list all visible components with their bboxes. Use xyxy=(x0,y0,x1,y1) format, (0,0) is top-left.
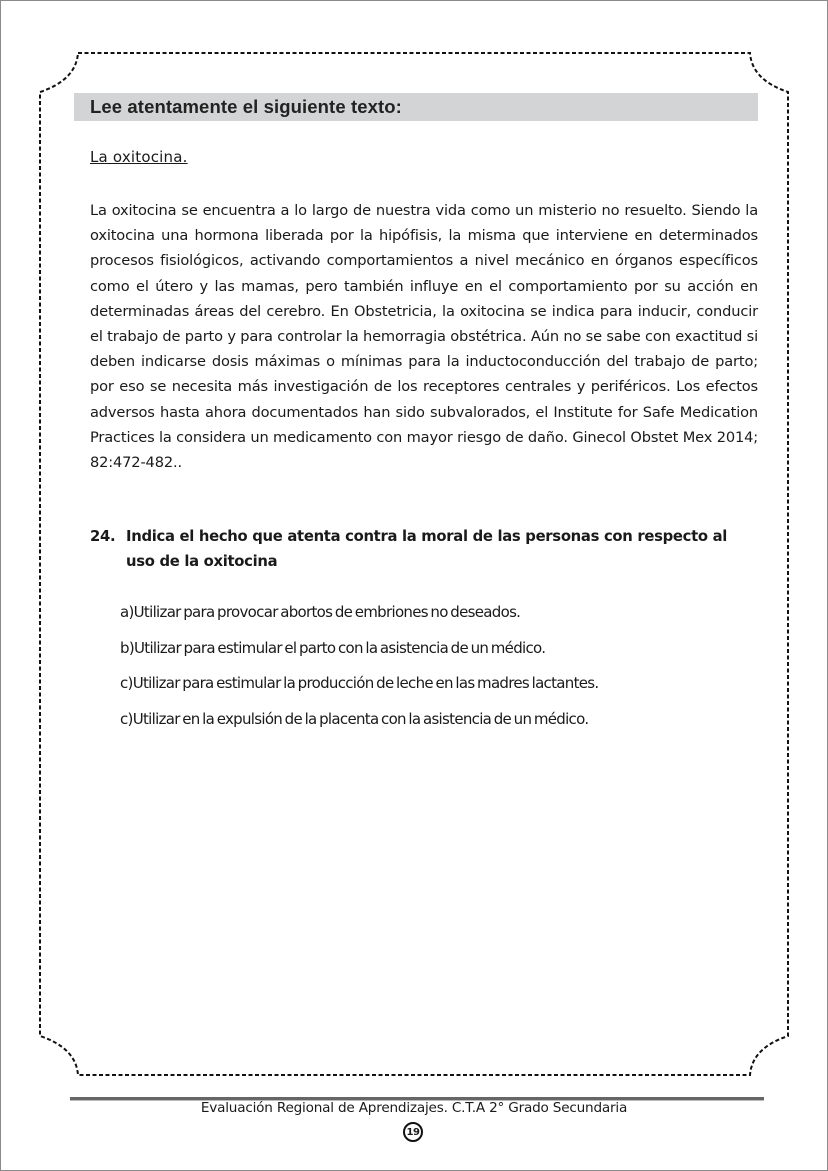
page-number-badge: 19 xyxy=(403,1122,423,1142)
question-24 xyxy=(90,524,758,574)
option-text: Utilizar para estimular el parto con la asistencia de un médico. xyxy=(133,638,546,657)
option-label: a) xyxy=(120,603,134,621)
option-c[interactable] xyxy=(120,672,760,708)
reading-title: La oxitocina. xyxy=(90,148,188,166)
option-label: b) xyxy=(120,638,134,657)
option-d[interactable] xyxy=(120,708,760,744)
footer-caption: Evaluación Regional de Aprendizajes. C.T.A 2° Grado Secundaria xyxy=(200,1100,628,1116)
reading-paragraph: La oxitocina se encuentra a lo largo de nuestra vida como un misterio no resuelto. Siendo la oxitocina una hormona liberada por la hipófisis, la misma que interviene en determinados procesos fisiológicos, activando comportamientos a nivel mecánico en órganos específicos como el útero y las mamas, pero también influye en el comportamiento por su acción en determinadas áreas del cerebro. En Obstetricia, la oxitocina se indica para inducir, conducir el trabajo de parto y para controlar la hemorragia obstétrica. Aún no se sabe con exactitud si deben indicarse dosis máximas o mínimas para la inductoconducción del trabajo de parto; por eso se necesita más investigación de los receptores centrales y periféricos. Los efectos adversos hasta ahora documentados han sido subvalorados, el Institute for Safe Medication Practices la considera un medicamento con mayor riesgo de daño. Ginecol Obstet Mex 2014; 82:472-482.. xyxy=(90,202,758,472)
question-number: 24. xyxy=(90,528,116,545)
option-label: c) xyxy=(120,674,133,692)
question-text-line1: Indica el hecho que atenta contra la moral de las personas con respecto al xyxy=(126,528,728,545)
question-text-line2: uso de la oxitocina xyxy=(126,553,278,570)
option-label: c) xyxy=(120,709,133,728)
answer-options xyxy=(120,601,760,743)
option-text: Utilizar en la expulsión de la placenta con la asistencia de un médico. xyxy=(132,709,589,728)
option-b[interactable] xyxy=(120,637,760,673)
option-text: Utilizar para estimular la producción de leche en las madres lactantes. xyxy=(132,674,599,692)
option-text: Utilizar para provocar abortos de embriones no deseados. xyxy=(133,603,521,621)
option-a[interactable] xyxy=(120,601,760,637)
instruction-heading: Lee atentamente el siguiente texto: xyxy=(90,96,402,117)
